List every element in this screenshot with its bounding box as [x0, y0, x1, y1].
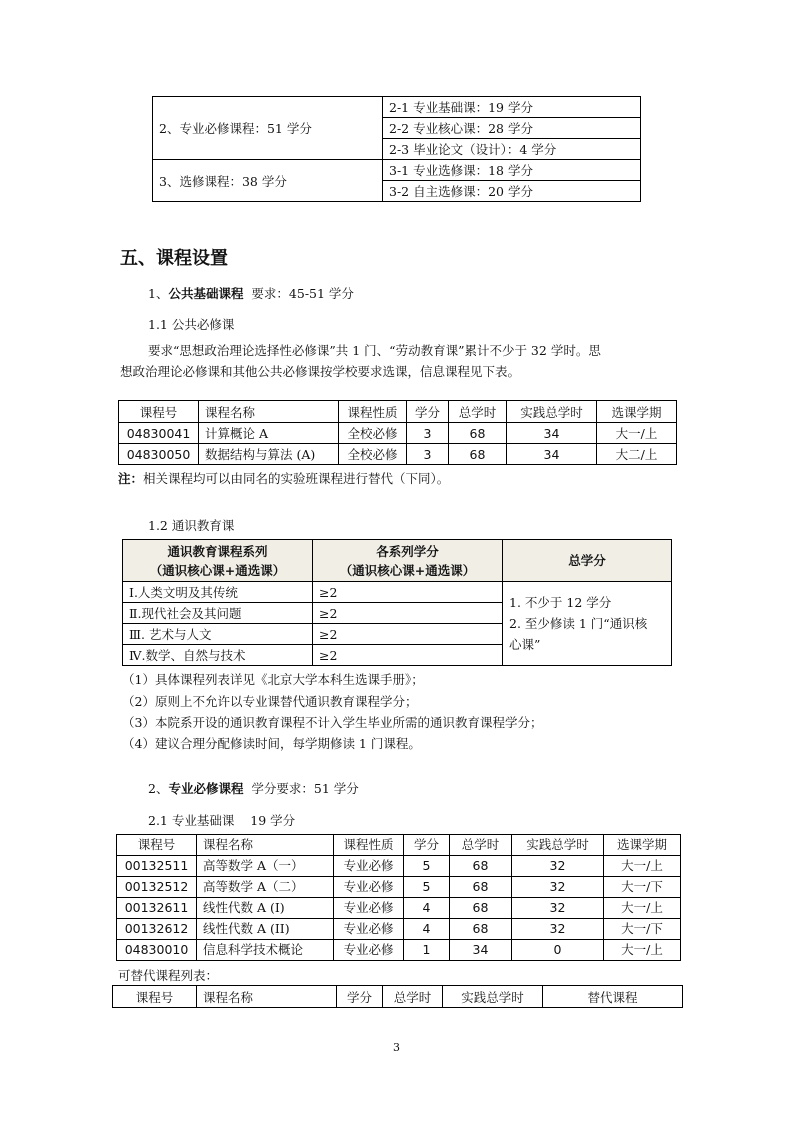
course-code: 00132512 [117, 877, 197, 898]
series-header-line2: （通识核心课+通选课） [149, 562, 286, 578]
course-hours: 68 [450, 856, 512, 877]
course-name: 计算概论 A [199, 423, 339, 444]
note-item: （4）建议合理分配修读时间，每学期修读 1 门课程。 [122, 736, 421, 751]
credits-sub-item: 3-2 自主选修课：20 学分 [383, 181, 641, 202]
note-item: （1）具体课程列表详见《北京大学本科生选课手册》； [122, 672, 424, 687]
table-row [117, 877, 681, 898]
course-code: 00132511 [117, 856, 197, 877]
course-semester: 大一/下 [604, 877, 681, 898]
subsection-2-1: 2.1 专业基础课 19 学分 [148, 813, 296, 828]
credits-summary-table [152, 96, 641, 202]
table-header-cell: 总学时 [449, 401, 507, 423]
note-item: （3）本院系开设的通识教育课程不计入学生毕业所需的通识教育课程学分； [122, 715, 543, 730]
table-header-cell: 替代课程 [543, 986, 683, 1008]
course-type: 全校必修 [339, 444, 407, 465]
table-header-cell: 课程名称 [197, 835, 334, 856]
table-row [123, 582, 672, 603]
table-header-cell: 实践总学时 [507, 401, 597, 423]
table-row [117, 856, 681, 877]
general-education-table [122, 539, 672, 666]
course-name: 高等数学 A（一） [197, 856, 334, 877]
table-header-cell: 课程号 [117, 835, 197, 856]
course-credit: 5 [404, 856, 450, 877]
course-hours: 68 [449, 444, 507, 465]
course-credit: 3 [407, 423, 449, 444]
course-name: 数据结构与算法 (A) [199, 444, 339, 465]
course-type: 全校必修 [339, 423, 407, 444]
total-header: 总学分 [503, 540, 672, 582]
course-practice-hours: 0 [512, 940, 604, 961]
table-header-cell: 学分 [337, 986, 383, 1008]
subsection-heading-2 [148, 779, 359, 797]
series-credit: ≥2 [313, 645, 503, 666]
table-header-cell: 课程性质 [339, 401, 407, 423]
credits-row-label: 2、专业必修课程：51 学分 [153, 97, 383, 160]
course-code: 04830050 [119, 444, 199, 465]
credits-sub-item: 2-1 专业基础课：19 学分 [383, 97, 641, 118]
table-header-cell: 学分 [404, 835, 450, 856]
subsection-1-2: 1.2 通识教育课 [148, 518, 235, 533]
credits-sub-item: 2-3 毕业论文（设计）：4 学分 [383, 139, 641, 160]
paragraph-line-2: 想政治理论必修课和其他公共必修课按学校要求选课，信息课程见下表。 [120, 364, 521, 379]
table-header-cell: 实践总学时 [512, 835, 604, 856]
course-semester: 大一/下 [604, 919, 681, 940]
total-line-1: 1. 不少于 12 学分 [509, 595, 612, 610]
credits-row-label: 3、选修课程：38 学分 [153, 160, 383, 202]
note-text: 相关课程均可以由同名的实验班课程进行替代（下同）。 [143, 471, 450, 486]
series-name: Ⅱ.现代社会及其问题 [123, 603, 313, 624]
course-practice-hours: 34 [507, 423, 597, 444]
course-type: 专业必修 [334, 856, 404, 877]
credits-header-line2: （通识核心课+通选课） [339, 562, 476, 578]
total-line-3: 心课” [509, 637, 541, 652]
course-code: 00132612 [117, 919, 197, 940]
course-practice-hours: 34 [507, 444, 597, 465]
credits-header [313, 540, 503, 582]
course-name: 信息科学技术概论 [197, 940, 334, 961]
course-practice-hours: 32 [512, 919, 604, 940]
paragraph-line-1: 要求“思想政治理论选择性必修课”共 1 门、“劳动教育课”累计不少于 32 学时。思 [148, 343, 601, 358]
series-name: Ⅰ.人类文明及其传统 [123, 582, 313, 603]
course-semester: 大一/上 [597, 423, 677, 444]
course-semester: 大一/上 [604, 940, 681, 961]
course-hours: 34 [450, 940, 512, 961]
subsection-1-1: 1.1 公共必修课 [148, 317, 235, 332]
subsection-heading-1 [148, 284, 354, 302]
series-name: Ⅳ.数学、自然与技术 [123, 645, 313, 666]
subsection-requirement: 要求：45-51 学分 [251, 286, 354, 301]
course-practice-hours: 32 [512, 856, 604, 877]
course-credit: 1 [404, 940, 450, 961]
subsection-prefix: 1、 [148, 286, 169, 301]
course-credit: 3 [407, 444, 449, 465]
course-credit: 4 [404, 898, 450, 919]
table-note [118, 469, 449, 487]
table-header-cell: 实践总学时 [443, 986, 543, 1008]
total-line-2: 2. 至少修读 1 门“通识核 [509, 616, 648, 631]
table-row [119, 444, 677, 465]
credits-sub-item: 3-1 专业选修课：18 学分 [383, 160, 641, 181]
table-row [117, 940, 681, 961]
credits-sub-item: 2-2 专业核心课：28 学分 [383, 118, 641, 139]
total-credits-cell [503, 582, 672, 666]
course-type: 专业必修 [334, 919, 404, 940]
course-credit: 5 [404, 877, 450, 898]
note-item: （2）原则上不允许以专业课替代通识教育课程学分； [122, 694, 418, 709]
table-header-cell: 总学时 [450, 835, 512, 856]
course-type: 专业必修 [334, 898, 404, 919]
course-semester: 大一/上 [604, 898, 681, 919]
replacement-course-table [112, 985, 683, 1008]
course-type: 专业必修 [334, 940, 404, 961]
table-header-cell: 课程名称 [199, 401, 339, 423]
table-header-cell: 课程号 [113, 986, 197, 1008]
subsection-name: 专业必修课程 [168, 781, 244, 796]
course-practice-hours: 32 [512, 898, 604, 919]
course-code: 00132611 [117, 898, 197, 919]
series-header-line1: 通识教育课程系列 [167, 543, 268, 559]
course-hours: 68 [449, 423, 507, 444]
replacement-list-label: 可替代课程列表： [118, 968, 219, 983]
course-code: 04830010 [117, 940, 197, 961]
table-row [119, 423, 677, 444]
foundation-course-table [116, 834, 681, 961]
series-header [123, 540, 313, 582]
subsection-prefix: 2、 [148, 781, 169, 796]
subsection-name: 公共基础课程 [168, 286, 244, 301]
public-course-table [118, 400, 677, 465]
table-row [117, 898, 681, 919]
course-name: 线性代数 A (I) [197, 898, 334, 919]
course-credit: 4 [404, 919, 450, 940]
credits-header-line1: 各系列学分 [376, 543, 439, 559]
series-credit: ≥2 [313, 624, 503, 645]
note-label: 注： [118, 471, 144, 486]
course-hours: 68 [450, 877, 512, 898]
table-header-cell: 课程名称 [197, 986, 337, 1008]
course-hours: 68 [450, 919, 512, 940]
series-credit: ≥2 [313, 582, 503, 603]
course-name: 线性代数 A (II) [197, 919, 334, 940]
course-type: 专业必修 [334, 877, 404, 898]
table-row [117, 919, 681, 940]
subsection-requirement: 学分要求：51 学分 [251, 781, 359, 796]
series-name: Ⅲ. 艺术与人文 [123, 624, 313, 645]
series-credit: ≥2 [313, 603, 503, 624]
table-header-cell: 选课学期 [597, 401, 677, 423]
course-name: 高等数学 A（二） [197, 877, 334, 898]
table-header-cell: 课程号 [119, 401, 199, 423]
table-header-cell: 课程性质 [334, 835, 404, 856]
course-hours: 68 [450, 898, 512, 919]
table-header-cell: 总学时 [383, 986, 443, 1008]
course-practice-hours: 32 [512, 877, 604, 898]
table-header-cell: 学分 [407, 401, 449, 423]
course-semester: 大二/上 [597, 444, 677, 465]
course-semester: 大一/上 [604, 856, 681, 877]
course-code: 04830041 [119, 423, 199, 444]
page-number: 3 [393, 1041, 400, 1054]
table-header-cell: 选课学期 [604, 835, 681, 856]
section-title: 五、课程设置 [120, 248, 228, 269]
